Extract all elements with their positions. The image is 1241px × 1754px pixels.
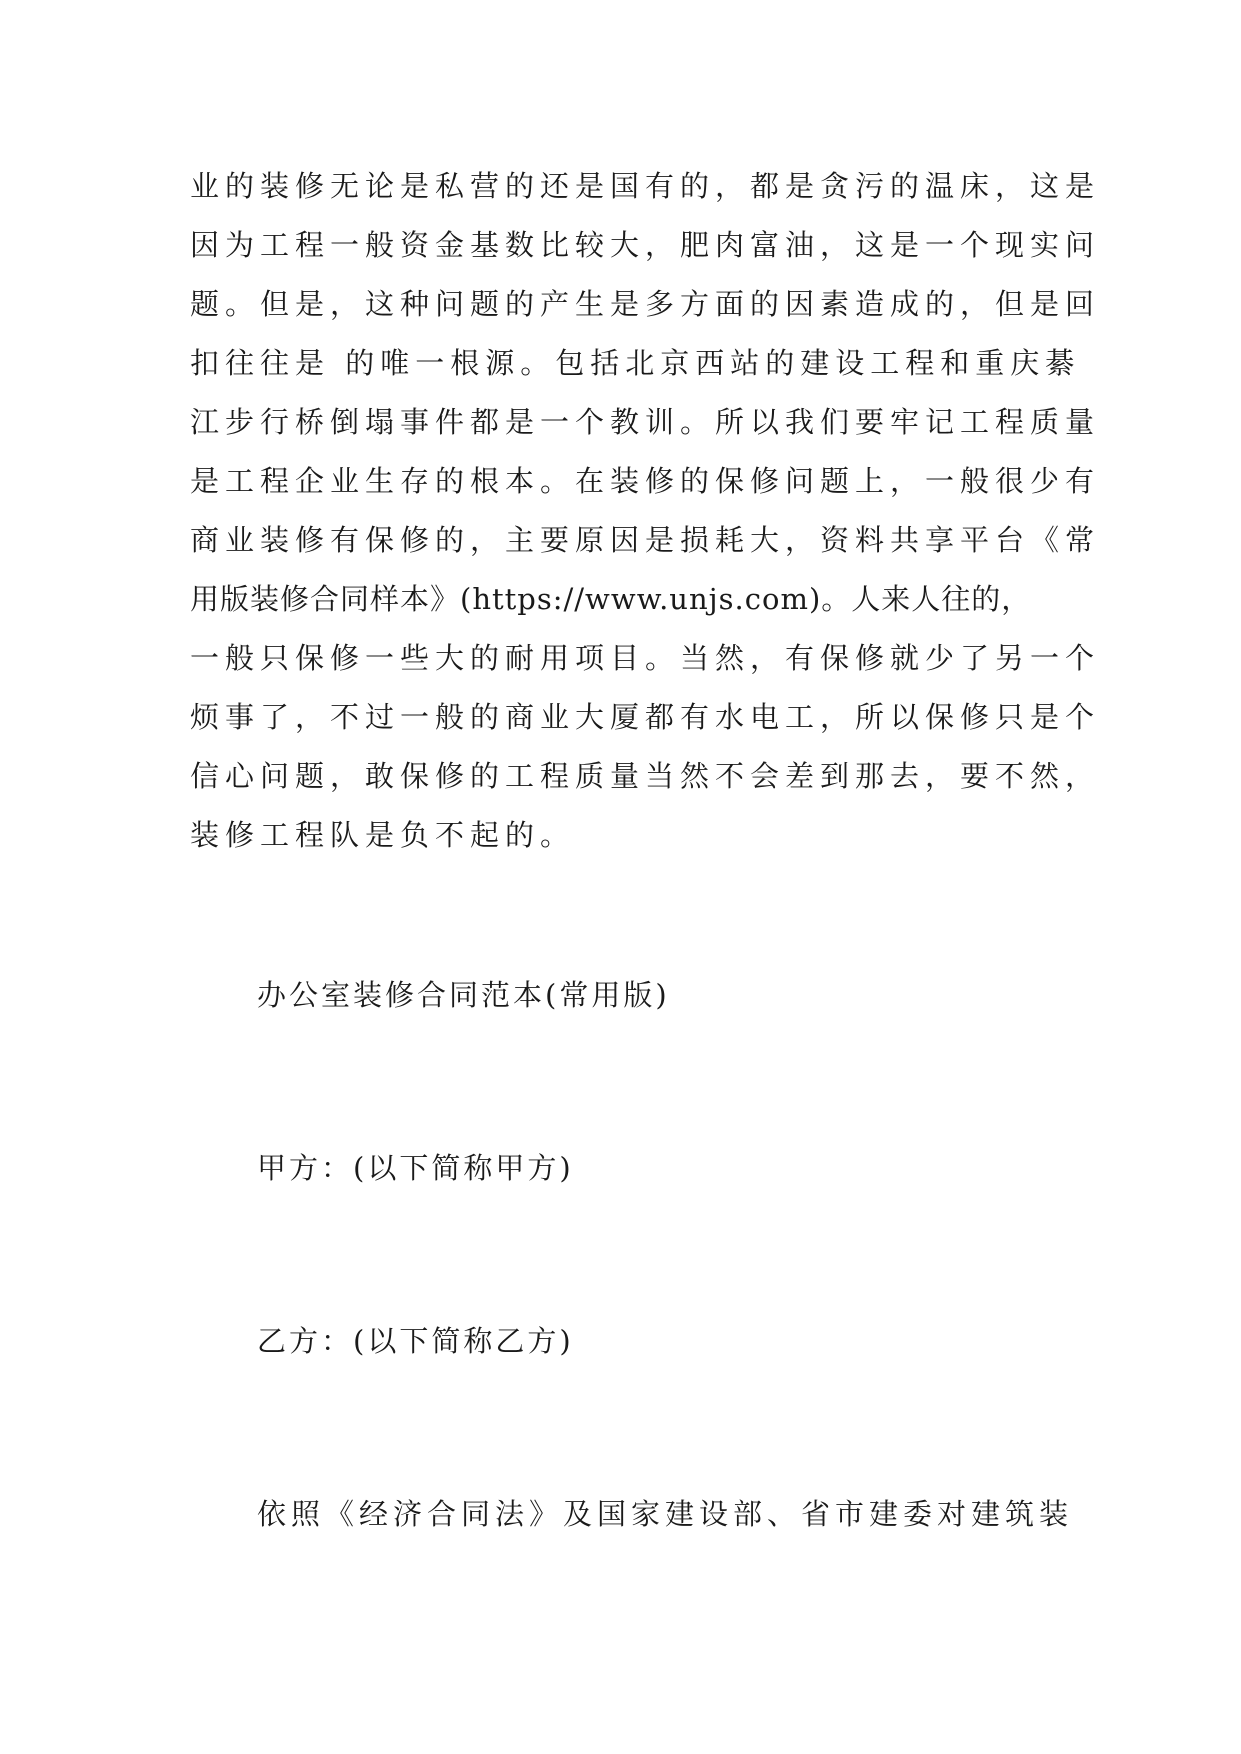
intro-line-2: 因为工程一般资金基数比较大，肥肉富油，这是一个现实问: [190, 228, 1101, 262]
basis-line: 依照《经济合同法》及国家建设部、省市建委对建筑装: [257, 1497, 1074, 1531]
intro-line-5: 江步行桥倒塌事件都是一个教训。所以我们要牢记工程质量: [190, 405, 1101, 439]
intro-line-10: 烦事了，不过一般的商业大厦都有水电工，所以保修只是个: [190, 700, 1101, 734]
party-a-line: 甲方：(以下简称甲方): [257, 1151, 574, 1185]
intro-line-4: 扣往往是 的唯一根源。包括北京西站的建设工程和重庆綦: [190, 346, 1081, 380]
party-b-line: 乙方：(以下简称乙方): [257, 1324, 574, 1358]
intro-line-12: 装修工程队是负不起的。: [190, 818, 576, 852]
intro-line-9: 一般只保修一些大的耐用项目。当然，有保修就少了另一个: [190, 641, 1101, 675]
intro-line-3: 题。但是，这种问题的产生是多方面的因素造成的，但是回: [190, 287, 1101, 321]
intro-line-11: 信心问题，敢保修的工程质量当然不会差到那去，要不然，: [190, 759, 1101, 793]
contract-title: 办公室装修合同范本(常用版): [257, 978, 670, 1012]
intro-line-7: 商业装修有保修的，主要原因是损耗大，资料共享平台《常: [190, 523, 1101, 557]
intro-line-6: 是工程企业生存的根本。在装修的保修问题上，一般很少有: [190, 464, 1101, 498]
intro-line-1: 业的装修无论是私营的还是国有的，都是贪污的温床，这是: [190, 169, 1101, 203]
intro-line-8: 用版装修合同样本》(https://www.unjs.com)。人来人往的，: [190, 582, 1032, 616]
